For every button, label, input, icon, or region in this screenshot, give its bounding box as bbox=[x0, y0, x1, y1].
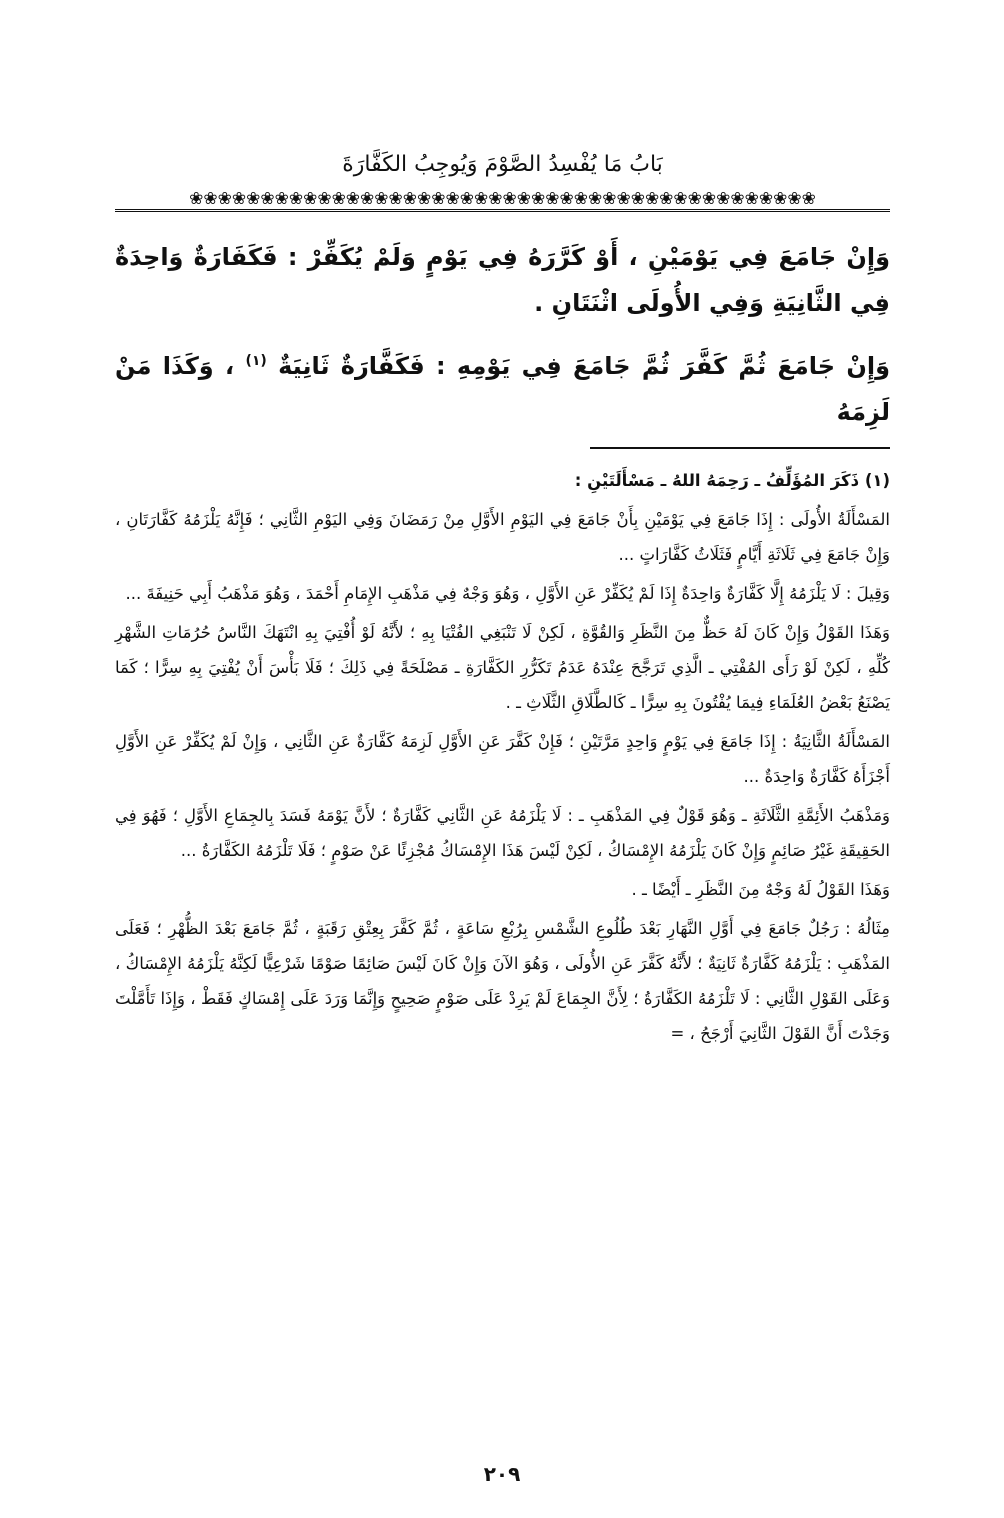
main-paragraph-1: وَإِنْ جَامَعَ فِي يَوْمَيْنِ ، أَوْ كَرَّرَهُ فِي يَوْمٍ وَلَمْ يُكَفِّرْ : فَكَفَارَةٌ وَاحِدَةٌ فِي الثَّانِيَةِ وَفِي الأُولَى اثْنَتَانِ . bbox=[115, 243, 890, 317]
footnote-paragraph: وَمَذْهَبُ الأَئِمَّةِ الثَّلَاثَةِ ـ وَهُوَ قَوْلٌ فِي المَذْهَبِ ـ : لَا يَلْزَمُهُ عَنِ الثَّانِي كَفَّارَةٌ ؛ لأَنَّ يَوْمَهُ فَسَدَ بِالجِمَاعِ الأَوَّلِ ؛ فَهُوَ فِي الحَقِيقَةِ غَيْرُ صَائِمٍ وَإِنْ كَانَ يَلْزَمُهُ الإِمْسَاكُ ، لَكِنْ لَيْسَ هَذَا الإِمْسَاكُ مُجْزِئًا عَنْ صَوْمٍ ؛ فَلَا تَلْزَمُهُ الكَفَّارَةُ ... bbox=[115, 806, 890, 860]
footnote-paragraph: المَسْأَلَةُ الأُولَى : إِذَا جَامَعَ فِي يَوْمَيْنِ بِأَنْ جَامَعَ فِي اليَوْمِ الأَوَّلِ مِنْ رَمَضَانَ وَفِي اليَوْمِ الثَّانِي ؛ فَإِنَّهُ يَلْزَمُهُ كَفَّارَتَانِ ، وَإِنْ جَامَعَ فِي ثَلَاثَةِ أَيَّامٍ فَثَلَاثُ كَفَّارَاتٍ ... bbox=[115, 510, 890, 564]
main-text bbox=[115, 234, 890, 435]
main-paragraph-2-text: وَإِنْ جَامَعَ ثُمَّ كَفَّرَ ثُمَّ جَامَعَ فِي يَوْمِهِ : فَكَفَّارَةٌ ثَانِيَةٌ bbox=[278, 352, 891, 380]
page bbox=[115, 150, 890, 1055]
footnote-paragraph: وَقِيلَ : لَا يَلْزَمُهُ إِلَّا كَفَّارَةٌ وَاحِدَةٌ إِذَا لَمْ يُكَفِّرْ عَنِ الأَوَّلِ ، وَهُوَ وَجْهٌ فِي مَذْهَبِ الإِمَامِ أَحْمَدَ ، وَهُوَ مَذْهَبُ أَبِي حَنِيفَةَ ... bbox=[125, 584, 890, 603]
footnote-heading: (١) ذَكَرَ المُؤَلِّفُ ـ رَحِمَهُ اللهُ ـ مَسْأَلَتَيْنِ : bbox=[574, 471, 890, 490]
footnote-separator bbox=[590, 447, 890, 449]
footnote-paragraph: مِثَالُهُ : رَجُلٌ جَامَعَ فِي أَوَّلِ النَّهَارِ بَعْدَ طُلُوعِ الشَّمْسِ بِرُبْعِ سَاعَةٍ ، ثُمَّ كَفَّرَ بِعِتْقِ رَقَبَةٍ ، ثُمَّ جَامَعَ بَعْدَ الظُّهْرِ ؛ فَعَلَى المَذْهَبِ : يَلْزَمُهُ كَفَّارَةٌ ثَانِيَةٌ ؛ لأَنَّهُ كَفَّرَ عَنِ الأُولَى ، وَهُوَ الآنَ وَإِنْ كَانَ لَيْسَ صَائِمًا صَوْمًا شَرْعِيًّا لَكِنَّهُ يَلْزَمُهُ الإِمْسَاكُ ، وَعَلَى القَوْلِ الثَّانِي : لَا تَلْزَمُهُ الكَفَّارَةُ ؛ لِأَنَّ الجِمَاعَ لَمْ يَرِدْ عَلَى صَوْمٍ صَحِيحٍ وَإِنَّمَا وَرَدَ عَلَى إِمْسَاكٍ فَقَطْ ، وَإِذَا تَأَمَّلْتَ وَجَدْتَ أَنَّ القَوْلَ الثَّانِيَ أَرْجَحُ ، = bbox=[115, 919, 890, 1043]
footnote-marker[interactable]: (١) bbox=[245, 353, 267, 369]
footnotes bbox=[115, 463, 890, 1051]
ornament-border: ❀❀❀❀❀❀❀❀❀❀❀❀❀❀❀❀❀❀❀❀❀❀❀❀❀❀❀❀❀❀❀❀❀❀❀❀❀❀❀❀❀❀❀❀ bbox=[115, 186, 890, 212]
chapter-title: بَابُ مَا يُفْسِدُ الصَّوْمَ وَيُوجِبُ الكَفَّارَةَ bbox=[342, 152, 663, 177]
footnote-paragraph: المَسْأَلَةُ الثَّانِيَةُ : إِذَا جَامَعَ فِي يَوْمٍ وَاحِدٍ مَرَّتَيْنِ ؛ فَإِنْ كَفَّرَ عَنِ الأَوَّلِ لَزِمَهُ كَفَّارَةٌ عَنِ الثَّانِي ، وَإِنْ لَمْ يُكَفِّرْ عَنِ الأَوَّلِ أَجْزَأَهُ كَفَّارَةٌ وَاحِدَةٌ ... bbox=[115, 732, 890, 786]
footnote-paragraph: وَهَذَا القَوْلُ لَهُ وَجْهٌ مِنَ النَّظَرِ ـ أَيْضًا ـ . bbox=[631, 880, 890, 899]
page-number: ٢٠٩ bbox=[483, 1462, 521, 1486]
main-paragraph-2-tail: ، وَكَذَا مَنْ لَزِمَهُ bbox=[115, 352, 890, 426]
footnote-paragraph: وَهَذَا القَوْلُ وَإِنْ كَانَ لَهُ حَظٌّ مِنَ النَّظَرِ وَالقُوَّةِ ، لَكِنْ لَا تَنْبَغِي الفُتْيَا بِهِ ؛ لأَنَّهُ لَوْ أُفْتِيَ بِهِ انْتَهَكَ النَّاسُ حُرُمَاتِ الشَّهْرِ كُلِّهِ ، لَكِنْ لَوْ رَأَى المُفْتِي ـ الَّذِي تَرَجَّحَ عِنْدَهُ عَدَمُ تَكَرُّرِ الكَفَّارَةِ ـ مَصْلَحَةً فِي ذَلِكَ ؛ فَلَا بَأْسَ أَنْ يُفْتِيَ بِهِ سِرًّا ؛ كَمَا يَصْنَعُ بَعْضُ العُلَمَاءِ فِيمَا يُفْتُونَ بِهِ سِرًّا ـ كَالطَّلَاقِ الثَّلَاثِ ـ . bbox=[115, 623, 890, 712]
main-paragraph-2 bbox=[115, 338, 890, 435]
